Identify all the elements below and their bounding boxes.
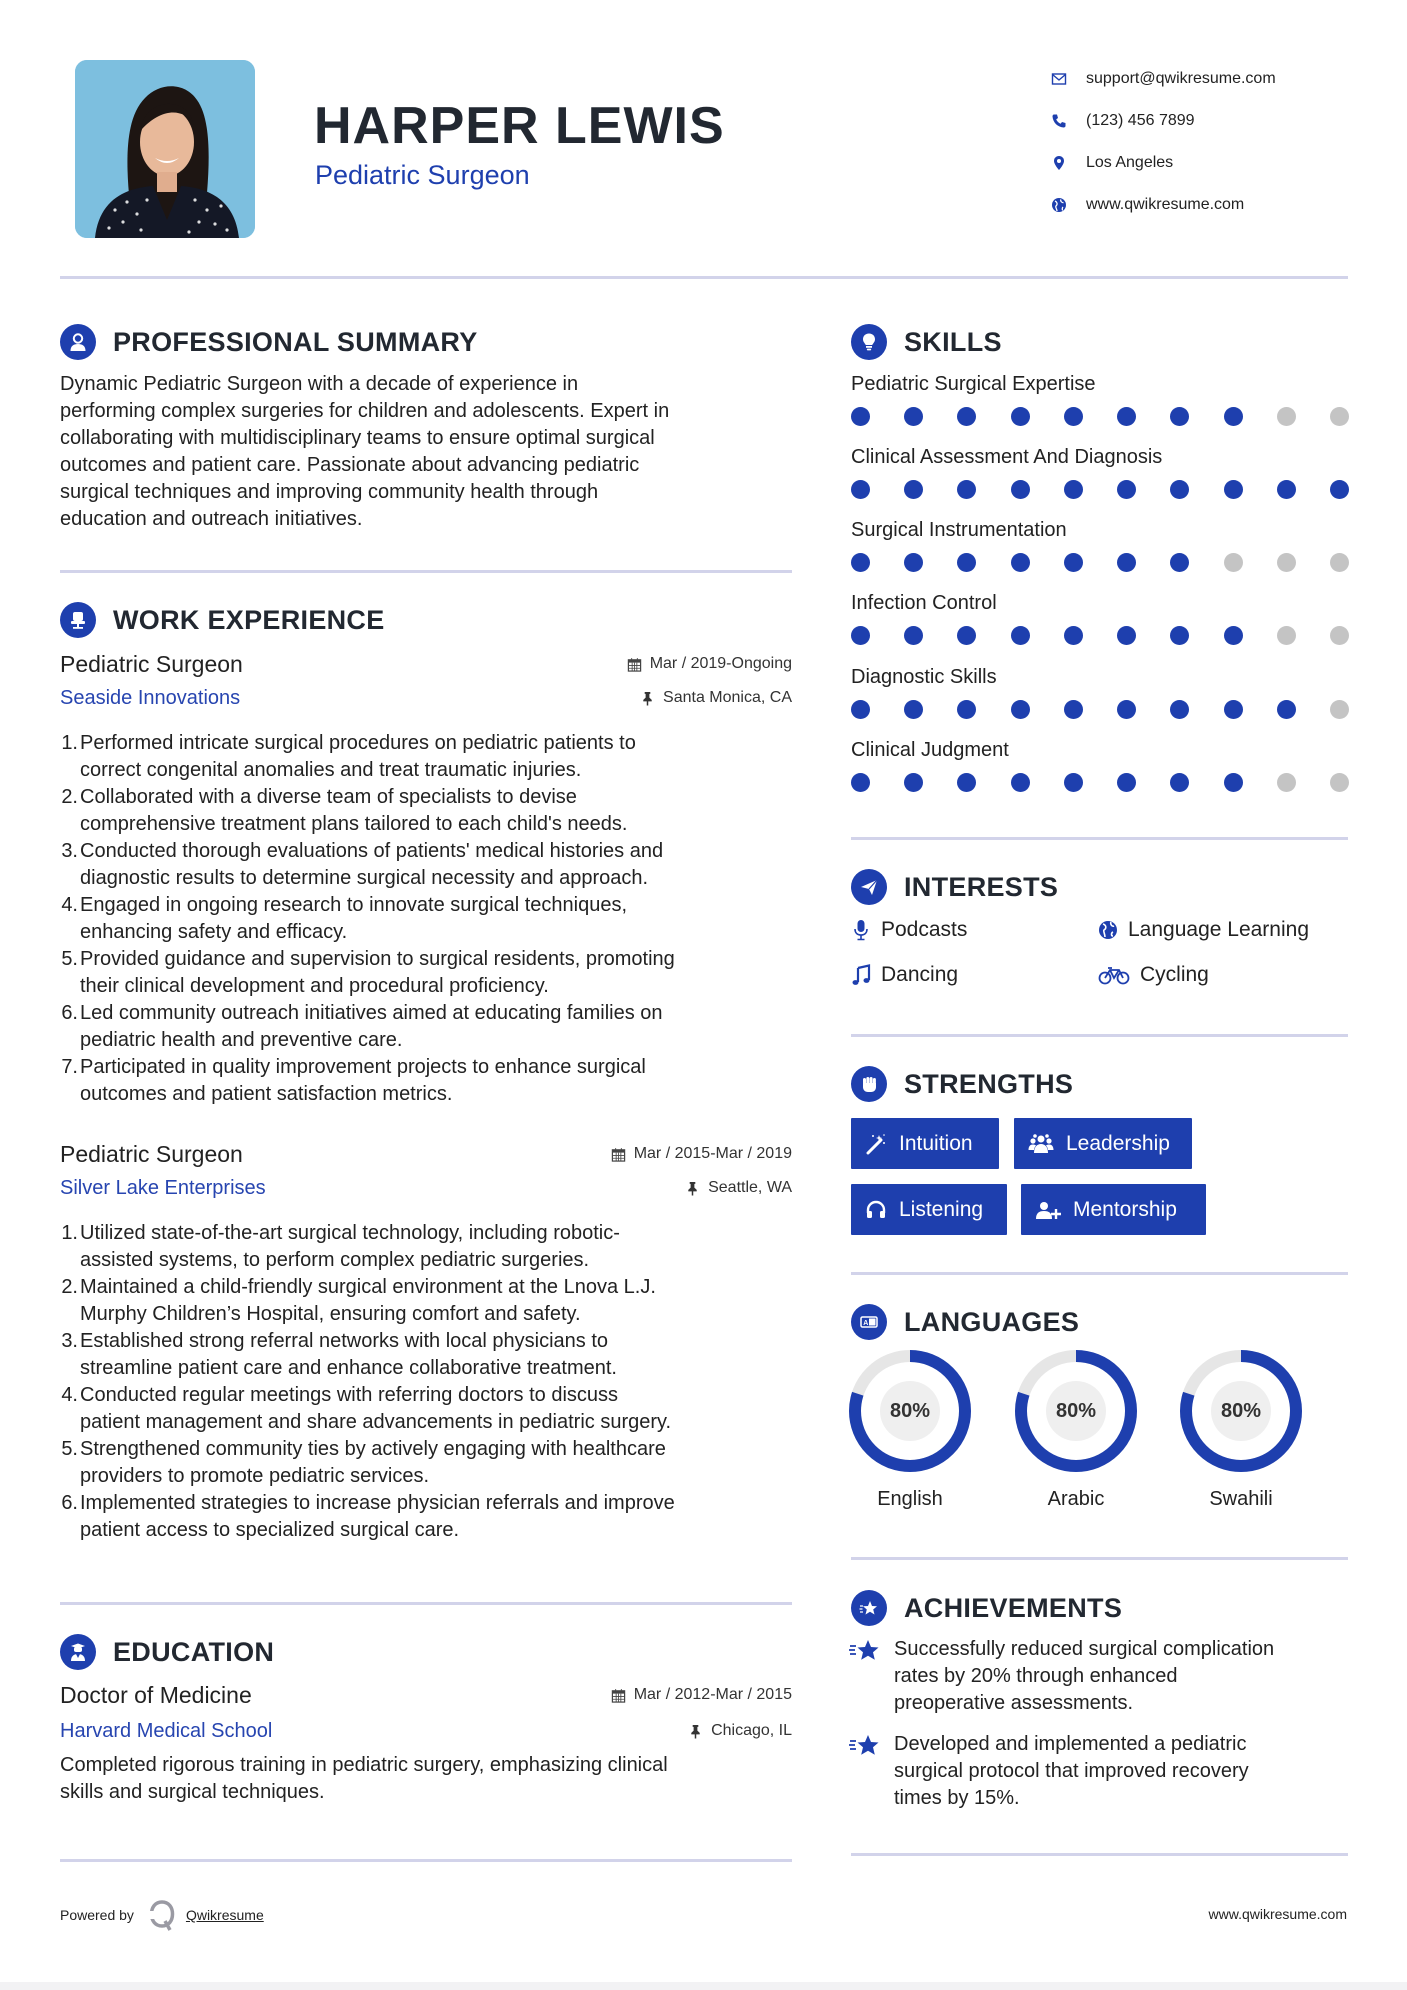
- interest-label: Podcasts: [881, 918, 968, 941]
- star-icon: [848, 1638, 882, 1664]
- pushpin-icon: [688, 1724, 703, 1739]
- education-title: EDUCATION: [113, 1636, 275, 1667]
- bicycle-icon: [1098, 964, 1130, 986]
- rating-dot-filled: [904, 553, 923, 572]
- headphones-icon: [865, 1199, 887, 1221]
- language-percent: 80%: [1055, 1399, 1097, 1422]
- rating-dot-filled: [957, 553, 976, 572]
- education-location: [688, 1722, 792, 1740]
- rating-dot-filled: [1064, 553, 1083, 572]
- summary-line: collaborating with multidisciplinary teams to ensure optimal surgical: [60, 427, 655, 449]
- fist-icon: [851, 1066, 887, 1102]
- calendar-icon: [611, 1688, 626, 1703]
- achievement-line: surgical protocol that improved recovery: [894, 1760, 1249, 1782]
- rating-dot-empty: [1330, 626, 1349, 645]
- contact-website-text: www.qwikresume.com: [1086, 196, 1245, 213]
- rating-dot-filled: [1330, 480, 1349, 499]
- rating-dot-filled: [904, 773, 923, 792]
- contact-location: [1048, 142, 1276, 184]
- education-dates-text: Mar / 2012-Mar / 2015: [633, 1686, 792, 1703]
- language-name: Arabic: [1047, 1488, 1105, 1510]
- job-bullet: 4. Engaged in ongoing research to innovate surgical techniques, enhancing safety and efficacy.: [61, 894, 628, 943]
- job-entry: [60, 1138, 792, 1544]
- rating-dot-filled: [1011, 553, 1030, 572]
- language-item: [849, 1350, 971, 1511]
- job-dates-text: Mar / 2015-Mar / 2019: [633, 1145, 792, 1162]
- globe-icon: [1048, 194, 1070, 216]
- achievement-line: Successfully reduced surgical complication: [894, 1638, 1275, 1660]
- rating-dot-empty: [1277, 553, 1296, 572]
- profile-photo: [75, 60, 255, 238]
- qwikresume-link[interactable]: Qwikresume: [185, 1907, 264, 1923]
- job-bullet: 7. Participated in quality improvement projects to enhance surgical outcomes and patient satisfaction metrics.: [61, 1056, 646, 1105]
- job-role: Pediatric Surgeon: [60, 1140, 243, 1167]
- rating-dot-filled: [904, 480, 923, 499]
- rating-dot-empty: [1277, 626, 1296, 645]
- summary-heading: [60, 324, 478, 360]
- microphone-icon: [851, 919, 871, 941]
- star-icon: [848, 1733, 882, 1759]
- strength-leadership: [1014, 1118, 1192, 1169]
- pushpin-icon: [640, 691, 655, 706]
- map-marker-icon: [1048, 152, 1070, 174]
- job-company: Silver Lake Enterprises: [60, 1176, 266, 1199]
- footer-website[interactable]: www.qwikresume.com: [1208, 1906, 1347, 1922]
- rating-dot-filled: [1224, 480, 1243, 499]
- powered-by-label: Powered by: [60, 1907, 134, 1923]
- rating-dot-empty: [1330, 773, 1349, 792]
- job-bullets: [60, 1220, 792, 1544]
- rating-dot-filled: [851, 553, 870, 572]
- skill-rating: [851, 480, 1349, 499]
- job-role: Pediatric Surgeon: [60, 650, 243, 677]
- lightbulb-icon: [851, 324, 887, 360]
- rating-dot-empty: [1330, 407, 1349, 426]
- education-school: Harvard Medical School: [60, 1719, 273, 1742]
- rating-dot-filled: [1117, 626, 1136, 645]
- education-degree: Doctor of Medicine: [60, 1681, 252, 1708]
- calendar-icon: [627, 657, 642, 672]
- job-dates: [627, 655, 792, 673]
- contact-phone[interactable]: [1048, 100, 1276, 142]
- job-bullet: 3. Conducted thorough evaluations of patients' medical histories and diagnostic results to determine surgical necessity and approach.: [61, 840, 664, 889]
- interest-cycling: [1098, 963, 1209, 987]
- translate-icon: [851, 1304, 887, 1340]
- achievements-divider: [851, 1853, 1348, 1856]
- language-percent: 80%: [1220, 1399, 1262, 1422]
- summary-line: surgical techniques and improving community health through: [60, 481, 599, 503]
- experience-heading: [60, 602, 385, 638]
- interest-label: Cycling: [1140, 963, 1209, 986]
- rating-dot-empty: [1224, 553, 1243, 572]
- strength-label: Intuition: [899, 1131, 973, 1155]
- rating-dot-filled: [957, 480, 976, 499]
- job-location: [640, 689, 792, 707]
- skill-name: Clinical Assessment And Diagnosis: [851, 446, 1163, 468]
- rating-dot-filled: [1064, 773, 1083, 792]
- strengths-divider: [851, 1272, 1348, 1275]
- interest-dancing: [851, 963, 958, 987]
- language-name: English: [877, 1488, 943, 1510]
- strength-label: Mentorship: [1073, 1197, 1177, 1221]
- rating-dot-filled: [1064, 407, 1083, 426]
- rating-dot-filled: [1011, 626, 1030, 645]
- achievement-line: Developed and implemented a pediatric: [894, 1733, 1247, 1755]
- rating-dot-filled: [1170, 553, 1189, 572]
- interest-language-learning: [1098, 918, 1309, 942]
- rating-dot-filled: [1011, 480, 1030, 499]
- job-dates-text: Mar / 2019-Ongoing: [649, 655, 792, 672]
- rating-dot-filled: [1170, 700, 1189, 719]
- rating-dot-filled: [957, 626, 976, 645]
- skill-name: Diagnostic Skills: [851, 666, 997, 688]
- education-heading: [60, 1634, 274, 1670]
- strength-listening: [851, 1184, 1007, 1235]
- contact-phone-text: (123) 456 7899: [1086, 112, 1195, 129]
- rating-dot-filled: [1117, 773, 1136, 792]
- job-bullet: 5. Strengthened community ties by actively engaging with healthcare providers to promote pediatric services.: [61, 1438, 666, 1487]
- skills-heading: [851, 324, 1002, 360]
- language-progress-ring: [1180, 1350, 1302, 1472]
- summary-line: Dynamic Pediatric Surgeon with a decade of experience in: [60, 373, 579, 395]
- svg-text:A: A: [863, 1320, 869, 1327]
- rating-dot-filled: [851, 626, 870, 645]
- education-entry: [60, 1678, 792, 1806]
- interest-label: Dancing: [881, 963, 959, 986]
- language-item: [1180, 1350, 1302, 1511]
- candidate-name: HARPER LEWIS: [314, 97, 725, 155]
- skill-item: [851, 445, 1351, 499]
- page-bottom-edge: [0, 1982, 1407, 1990]
- rating-dot-empty: [1277, 773, 1296, 792]
- summary-text: [60, 371, 800, 533]
- experience-title: WORK EXPERIENCE: [113, 604, 385, 635]
- office-chair-icon: [60, 602, 96, 638]
- rating-dot-filled: [1117, 700, 1136, 719]
- language-item: [1015, 1350, 1137, 1511]
- job-location-text: Santa Monica, CA: [663, 689, 792, 706]
- rating-dot-filled: [1224, 626, 1243, 645]
- rating-dot-filled: [1117, 480, 1136, 499]
- rating-dot-filled: [1277, 480, 1296, 499]
- skill-item: [851, 518, 1351, 572]
- achievements-title: ACHIEVEMENTS: [904, 1592, 1123, 1623]
- skill-name: Surgical Instrumentation: [851, 519, 1067, 541]
- education-description: Completed rigorous training in pediatric surgery, emphasizing clinical skills and surgical techniques.: [60, 1754, 668, 1803]
- contact-email-text: support@qwikresume.com: [1086, 70, 1276, 87]
- rating-dot-filled: [1277, 700, 1296, 719]
- skill-rating: [851, 553, 1349, 572]
- language-percent: 80%: [889, 1399, 931, 1422]
- summary-line: outcomes and patient care. Passionate about advancing pediatric: [60, 454, 640, 476]
- job-bullet: 6. Led community outreach initiatives aimed at educating families on pediatric health and preventive care.: [61, 1002, 663, 1051]
- paper-plane-icon: [851, 869, 887, 905]
- contact-email[interactable]: [1048, 58, 1276, 100]
- rating-dot-filled: [1224, 700, 1243, 719]
- profile-photo-image: [75, 60, 255, 238]
- star-badge-icon: [851, 1590, 887, 1626]
- job-dates: [611, 1145, 792, 1163]
- interest-label: Language Learning: [1128, 918, 1310, 941]
- rating-dot-filled: [904, 700, 923, 719]
- contact-location-text: Los Angeles: [1086, 154, 1174, 171]
- job-bullet: 4. Conducted regular meetings with referring doctors to discuss patient management and share advancements in pediatric surgery.: [61, 1384, 672, 1433]
- candidate-title: Pediatric Surgeon: [315, 160, 530, 190]
- user-plus-icon: [1035, 1199, 1061, 1221]
- job-bullet: 6. Implemented strategies to increase physician referrals and improve patient access to specialized surgical care.: [61, 1492, 675, 1541]
- strength-label: Listening: [899, 1197, 984, 1221]
- languages-divider: [851, 1557, 1348, 1560]
- achievement-item: [848, 1636, 1358, 1717]
- rating-dot-filled: [1064, 626, 1083, 645]
- interests-title: INTERESTS: [904, 871, 1059, 902]
- interest-podcasts: [851, 918, 967, 942]
- skill-rating: [851, 626, 1349, 645]
- qwikresume-logo-icon: [148, 1899, 176, 1931]
- job-location-text: Seattle, WA: [708, 1179, 792, 1196]
- job-bullet: 3. Established strong referral networks with local physicians to streamline patient care and enhance collaborative treatment.: [61, 1330, 617, 1379]
- summary-line: education and outreach initiatives.: [60, 508, 363, 530]
- skill-rating: [851, 407, 1349, 426]
- rating-dot-filled: [1224, 773, 1243, 792]
- achievements-heading: [851, 1590, 1122, 1626]
- footer-powered-by: [60, 1899, 264, 1931]
- job-bullet: 2. Maintained a child-friendly surgical environment at the Lnova L.J. Murphy Children’s Hospital, ensuring comfort and safety.: [61, 1276, 656, 1325]
- header-divider: [60, 276, 1348, 279]
- rating-dot-filled: [957, 773, 976, 792]
- rating-dot-filled: [1011, 773, 1030, 792]
- magic-wand-icon: [865, 1133, 887, 1155]
- rating-dot-filled: [904, 626, 923, 645]
- skill-rating: [851, 700, 1349, 719]
- rating-dot-filled: [851, 407, 870, 426]
- job-bullet: 1. Performed intricate surgical procedures on pediatric patients to correct congenital anomalies and treat traumatic injuries.: [61, 732, 636, 781]
- skill-name: Pediatric Surgical Expertise: [851, 373, 1096, 395]
- strength-label: Leadership: [1066, 1131, 1170, 1155]
- rating-dot-filled: [1011, 407, 1030, 426]
- language-name: Swahili: [1209, 1488, 1273, 1510]
- rating-dot-empty: [1330, 700, 1349, 719]
- skill-item: [851, 738, 1351, 792]
- strengths-heading: [851, 1066, 1073, 1102]
- skill-name: Clinical Judgment: [851, 739, 1009, 761]
- languages-heading: [851, 1304, 1079, 1340]
- job-entry: [60, 648, 792, 1108]
- rating-dot-filled: [851, 773, 870, 792]
- rating-dot-filled: [1011, 700, 1030, 719]
- rating-dot-filled: [957, 700, 976, 719]
- job-bullet: 5. Provided guidance and supervision to surgical residents, promoting their clinical development and procedural proficiency.: [61, 948, 675, 997]
- education-divider: [60, 1859, 792, 1862]
- contact-list: [1048, 58, 1276, 226]
- rating-dot-filled: [1117, 407, 1136, 426]
- language-progress-ring: [1015, 1350, 1137, 1472]
- rating-dot-empty: [1277, 407, 1296, 426]
- summary-divider: [60, 570, 792, 573]
- music-icon: [851, 964, 871, 986]
- achievement-item: [848, 1731, 1358, 1812]
- skills-divider: [851, 837, 1348, 840]
- rating-dot-filled: [851, 480, 870, 499]
- rating-dot-filled: [1064, 480, 1083, 499]
- education-location-text: Chicago, IL: [711, 1722, 792, 1739]
- contact-website[interactable]: [1048, 184, 1276, 226]
- rating-dot-filled: [1064, 700, 1083, 719]
- summary-title: PROFESSIONAL SUMMARY: [113, 326, 478, 357]
- job-bullet: 1. Utilized state-of-the-art surgical technology, including robotic- assisted systems, to perform complex pediatric surgeries.: [61, 1222, 620, 1271]
- envelope-icon: [1048, 68, 1070, 90]
- rating-dot-filled: [904, 407, 923, 426]
- phone-icon: [1048, 110, 1070, 132]
- globe-icon: [1098, 919, 1118, 941]
- strengths-title: STRENGTHS: [904, 1068, 1074, 1099]
- rating-dot-filled: [1117, 553, 1136, 572]
- interests-divider: [851, 1034, 1348, 1037]
- skill-name: Infection Control: [851, 592, 997, 614]
- summary-line: performing complex surgeries for children and adolescents. Expert in: [60, 400, 670, 422]
- languages-title: LANGUAGES: [904, 1306, 1080, 1337]
- graduate-icon: [60, 1634, 96, 1670]
- achievement-line: rates by 20% through enhanced: [894, 1665, 1178, 1687]
- rating-dot-empty: [1330, 553, 1349, 572]
- rating-dot-filled: [1170, 480, 1189, 499]
- rating-dot-filled: [1170, 626, 1189, 645]
- calendar-icon: [611, 1147, 626, 1162]
- user-icon: [60, 324, 96, 360]
- rating-dot-filled: [957, 407, 976, 426]
- job-bullet: 2. Collaborated with a diverse team of specialists to devise comprehensive treatment plans tailored to each child's needs.: [61, 786, 628, 835]
- skills-title: SKILLS: [904, 326, 1002, 357]
- pushpin-icon: [685, 1181, 700, 1196]
- language-progress-ring: [849, 1350, 971, 1472]
- rating-dot-filled: [1224, 407, 1243, 426]
- rating-dot-filled: [1170, 773, 1189, 792]
- skill-item: [851, 591, 1351, 645]
- rating-dot-filled: [851, 700, 870, 719]
- skill-item: [851, 665, 1351, 719]
- experience-divider: [60, 1602, 792, 1605]
- job-company: Seaside Innovations: [60, 686, 241, 709]
- strength-intuition: [851, 1118, 999, 1169]
- users-icon: [1028, 1133, 1054, 1155]
- achievement-line: preoperative assessments.: [894, 1692, 1134, 1714]
- rating-dot-filled: [1170, 407, 1189, 426]
- interests-heading: [851, 869, 1058, 905]
- achievement-line: times by 15%.: [894, 1787, 1020, 1809]
- education-dates: [611, 1686, 792, 1704]
- job-bullets: [60, 730, 792, 1108]
- skill-item: [851, 372, 1351, 426]
- strength-mentorship: [1021, 1184, 1206, 1235]
- job-location: [685, 1179, 792, 1197]
- skill-rating: [851, 773, 1349, 792]
